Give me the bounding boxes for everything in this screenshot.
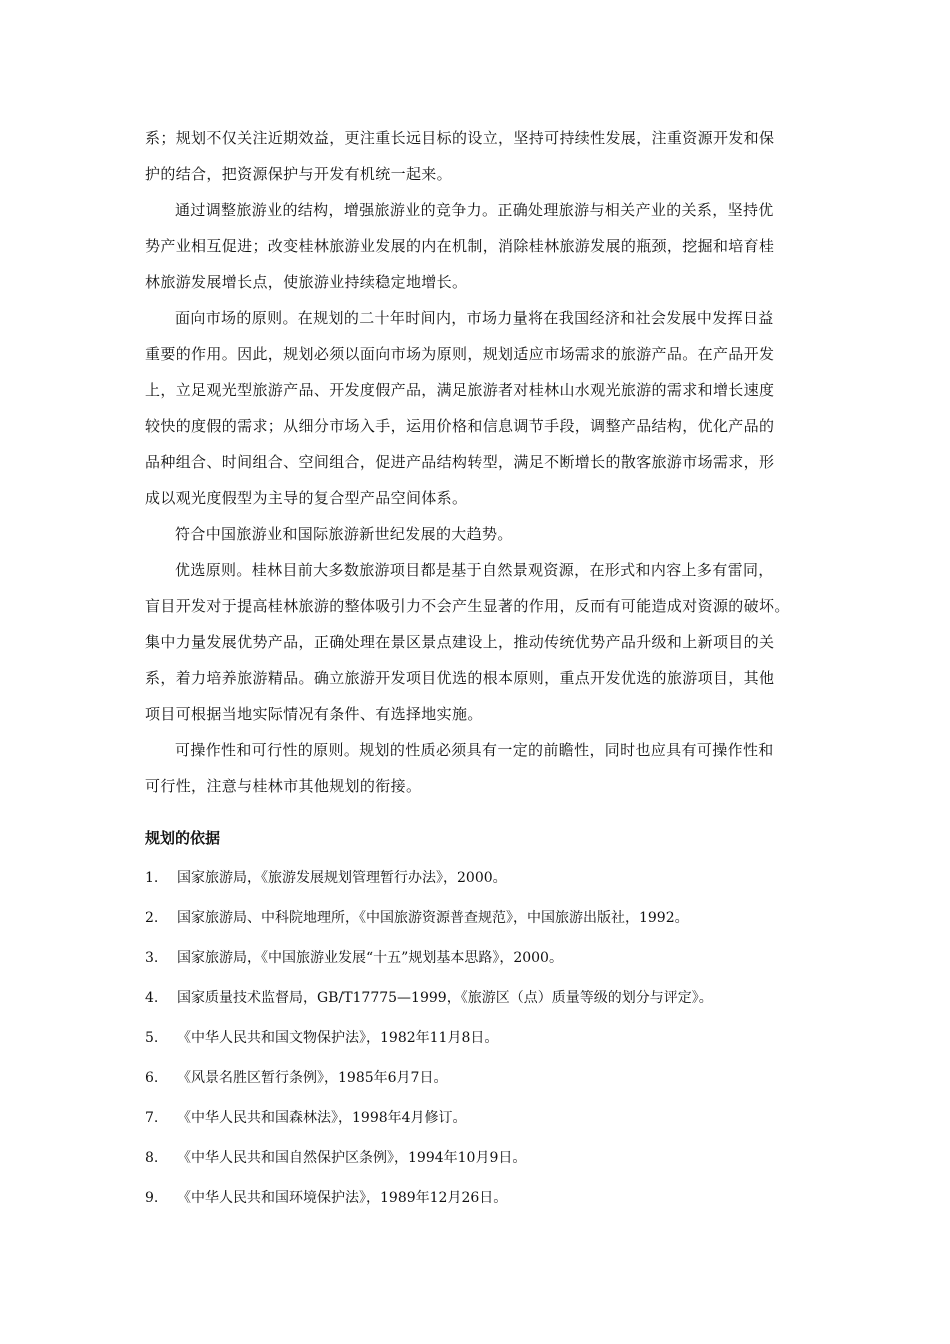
list-item-text: 《中华人民共和国自然保护区条例》，1994年10月9日。: [177, 1150, 527, 1166]
list-item: [145, 1108, 467, 1128]
list-item-text: 《中华人民共和国森林法》，1998年4月修订。: [177, 1110, 467, 1126]
list-item: [145, 1028, 498, 1048]
paragraph-line: 势产业相互促进；改变桂林旅游业发展的内在机制，消除桂林旅游发展的瓶颈，挖掘和培育桂: [145, 237, 775, 255]
paragraph-line: 系；规划不仅关注近期效益，更注重长远目标的设立，坚持可持续性发展，注重资源开发和保: [145, 129, 775, 147]
list-item: [145, 1148, 526, 1168]
list-item-number: 9.: [145, 1190, 159, 1206]
list-item-text: 《中华人民共和国文物保护法》，1982年11月8日。: [177, 1030, 499, 1046]
paragraph-line: 林旅游发展增长点，使旅游业持续稳定地增长。: [145, 273, 468, 291]
paragraph-line: 成以观光度假型为主导的复合型产品空间体系。: [145, 489, 468, 507]
list-item-text: 国家质量技术监督局，GB/T17775—1999，《旅游区（点）质量等级的划分与评定》。: [177, 990, 713, 1006]
list-item-number: 8.: [145, 1150, 159, 1166]
list-item-number: 1.: [145, 870, 159, 886]
paragraph-line: 通过调整旅游业的结构，增强旅游业的竞争力。正确处理旅游与相关产业的关系，坚持优: [175, 201, 774, 219]
paragraph-line: 项目可根据当地实际情况有条件、有选择地实施。: [145, 705, 483, 723]
paragraph-line: 面向市场的原则。在规划的二十年时间内，市场力量将在我国经济和社会发展中发挥日益: [175, 309, 774, 327]
paragraph-line: 符合中国旅游业和国际旅游新世纪发展的大趋势。: [175, 525, 513, 543]
list-item-number: 5.: [145, 1030, 159, 1046]
list-item-number: 7.: [145, 1110, 159, 1126]
list-item-text: 国家旅游局，《中国旅游业发展“十五”规划基本思路》，2000。: [177, 950, 563, 966]
list-item-text: 国家旅游局，《旅游发展规划管理暂行办法》，2000。: [177, 870, 507, 886]
list-item-number: 6.: [145, 1070, 159, 1086]
paragraph-line: 盲目开发对于提高桂林旅游的整体吸引力不会产生显著的作用，反而有可能造成对资源的破坏。: [145, 597, 790, 615]
list-item-text: 《风景名胜区暂行条例》，1985年6月7日。: [177, 1070, 448, 1086]
paragraph-line: 品种组合、时间组合、空间组合，促进产品结构转型，满足不断增长的散客旅游市场需求，形: [145, 453, 775, 471]
list-item: [145, 988, 713, 1008]
paragraph-line: 可操作性和可行性的原则。规划的性质必须具有一定的前瞻性，同时也应具有可操作性和: [175, 741, 774, 759]
paragraph-line: 可行性，注意与桂林市其他规划的衔接。: [145, 777, 422, 795]
list-item-text: 国家旅游局、中科院地理所，《中国旅游资源普查规范》，中国旅游出版社，1992。: [177, 910, 689, 926]
paragraph-line: 较快的度假的需求；从细分市场入手，运用价格和信息调节手段，调整产品结构，优化产品的: [145, 417, 775, 435]
paragraph-line: 集中力量发展优势产品，正确处理在景区景点建设上，推动传统优势产品升级和上新项目的关: [145, 633, 775, 651]
paragraph-line: 护的结合，把资源保护与开发有机统一起来。: [145, 165, 453, 183]
list-item-number: 4.: [145, 990, 159, 1006]
list-item: [145, 1188, 507, 1208]
list-item: [145, 948, 563, 968]
list-item-number: 2.: [145, 910, 159, 926]
list-item-number: 3.: [145, 950, 159, 966]
paragraph-line: 系，着力培养旅游精品。确立旅游开发项目优选的根本原则，重点开发优选的旅游项目，其他: [145, 669, 775, 687]
paragraph-line: 优选原则。桂林目前大多数旅游项目都是基于自然景观资源，在形式和内容上多有雷同，: [175, 561, 774, 579]
section-heading: 规划的依据: [145, 829, 221, 847]
paragraph-line: 重要的作用。因此，规划必须以面向市场为原则，规划适应市场需求的旅游产品。在产品开发: [145, 345, 775, 363]
list-item-text: 《中华人民共和国环境保护法》，1989年12月26日。: [177, 1190, 508, 1206]
list-item: [145, 908, 689, 928]
list-item: [145, 1068, 447, 1088]
list-item: [145, 868, 507, 888]
paragraph-line: 上，立足观光型旅游产品、开发度假产品，满足旅游者对桂林山水观光旅游的需求和增长速度: [145, 381, 775, 399]
